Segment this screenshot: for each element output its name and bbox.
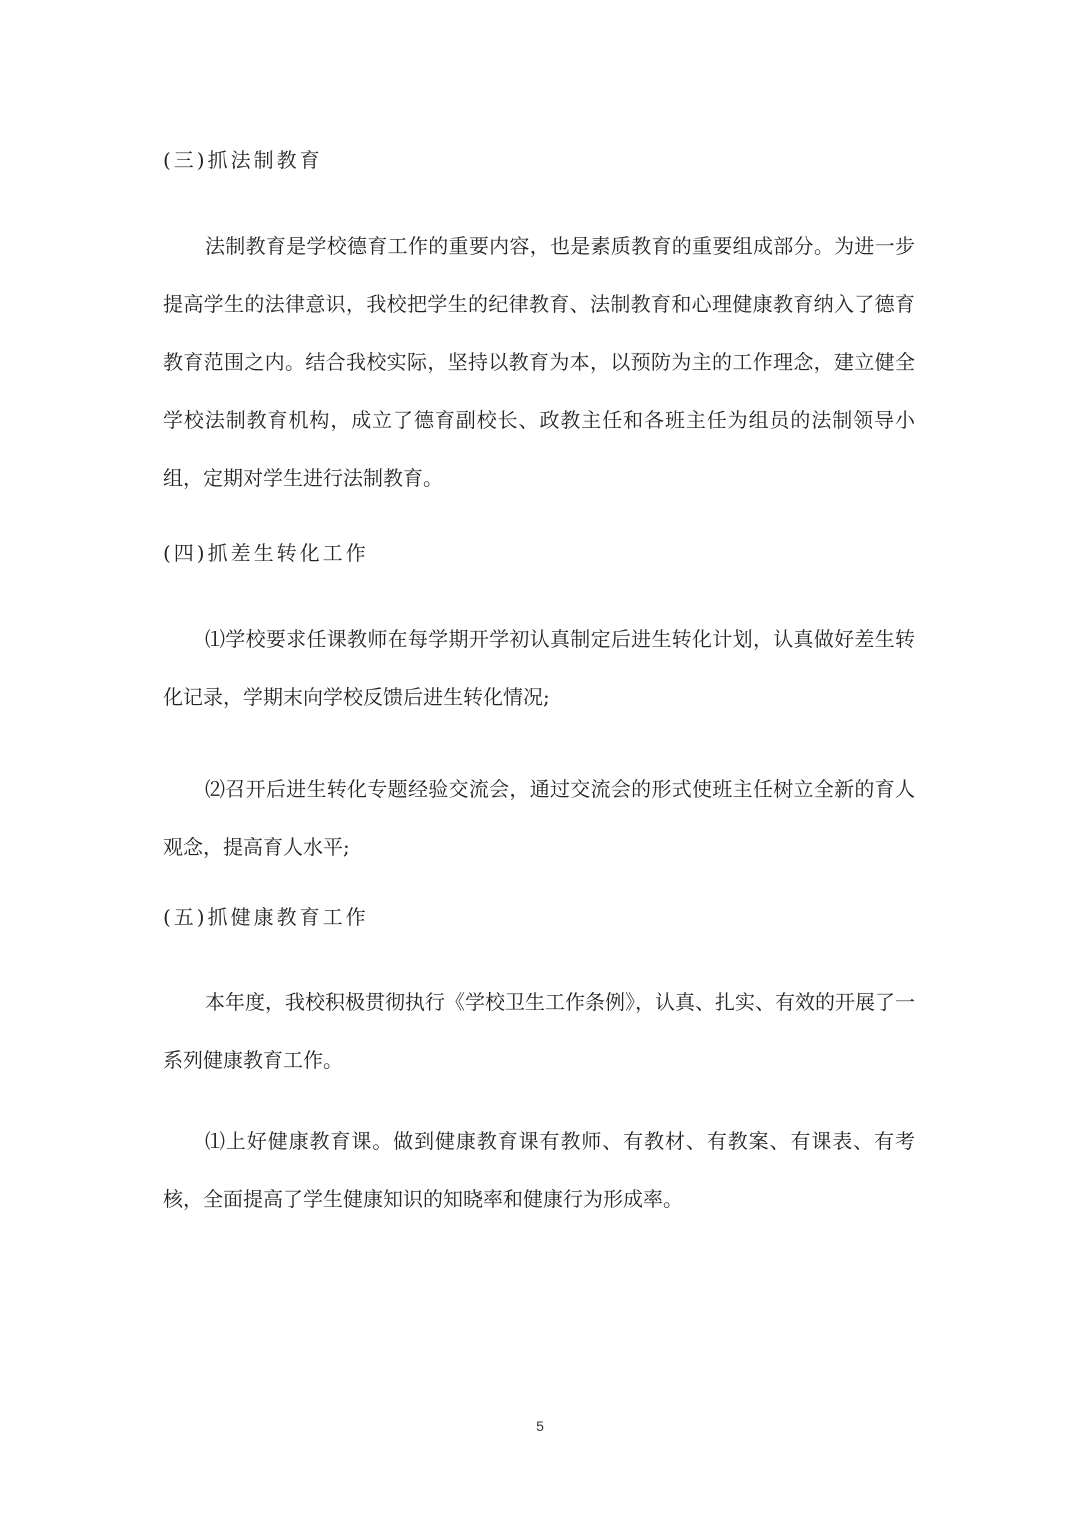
section-heading-student-transformation: (四)抓差生转化工作 [163,541,369,565]
paragraph-experience-exchange: ⑵召开后进生转化专题经验交流会，通过交流会的形式使班主任树立全新的育人观念，提高育人水平; [163,777,915,859]
page-number: 5 [536,1418,544,1434]
paragraph-legal-education: 法制教育是学校德育工作的重要内容，也是素质教育的重要组成部分。为进一步提高学生的法律意识，我校把学生的纪律教育、法制教育和心理健康教育纳入了德育教育范围之内。结合我校实际，坚持以教育为本，以预防为主的工作理念，建立健全学校法制教育机构，成立了德育副校长、政教主任和各班主任为组员的法制领导小组，定期对学生进行法制教育。 [163,234,915,490]
paragraph-health-class: ⑴上好健康教育课。做到健康教育课有教师、有教材、有教案、有课表、有考核，全面提高了学生健康知识的知晓率和健康行为形成率。 [163,1129,915,1211]
section-heading-legal-education: (三)抓法制教育 [163,148,323,172]
section-heading-health-education: (五)抓健康教育工作 [163,905,369,929]
paragraph-transformation-plan: ⑴学校要求任课教师在每学期开学初认真制定后进生转化计划，认真做好差生转化记录，学期末向学校反馈后进生转化情况; [163,627,915,709]
paragraph-health-regulations: 本年度，我校积极贯彻执行《学校卫生工作条例》，认真、扎实、有效的开展了一系列健康教育工作。 [163,990,915,1072]
